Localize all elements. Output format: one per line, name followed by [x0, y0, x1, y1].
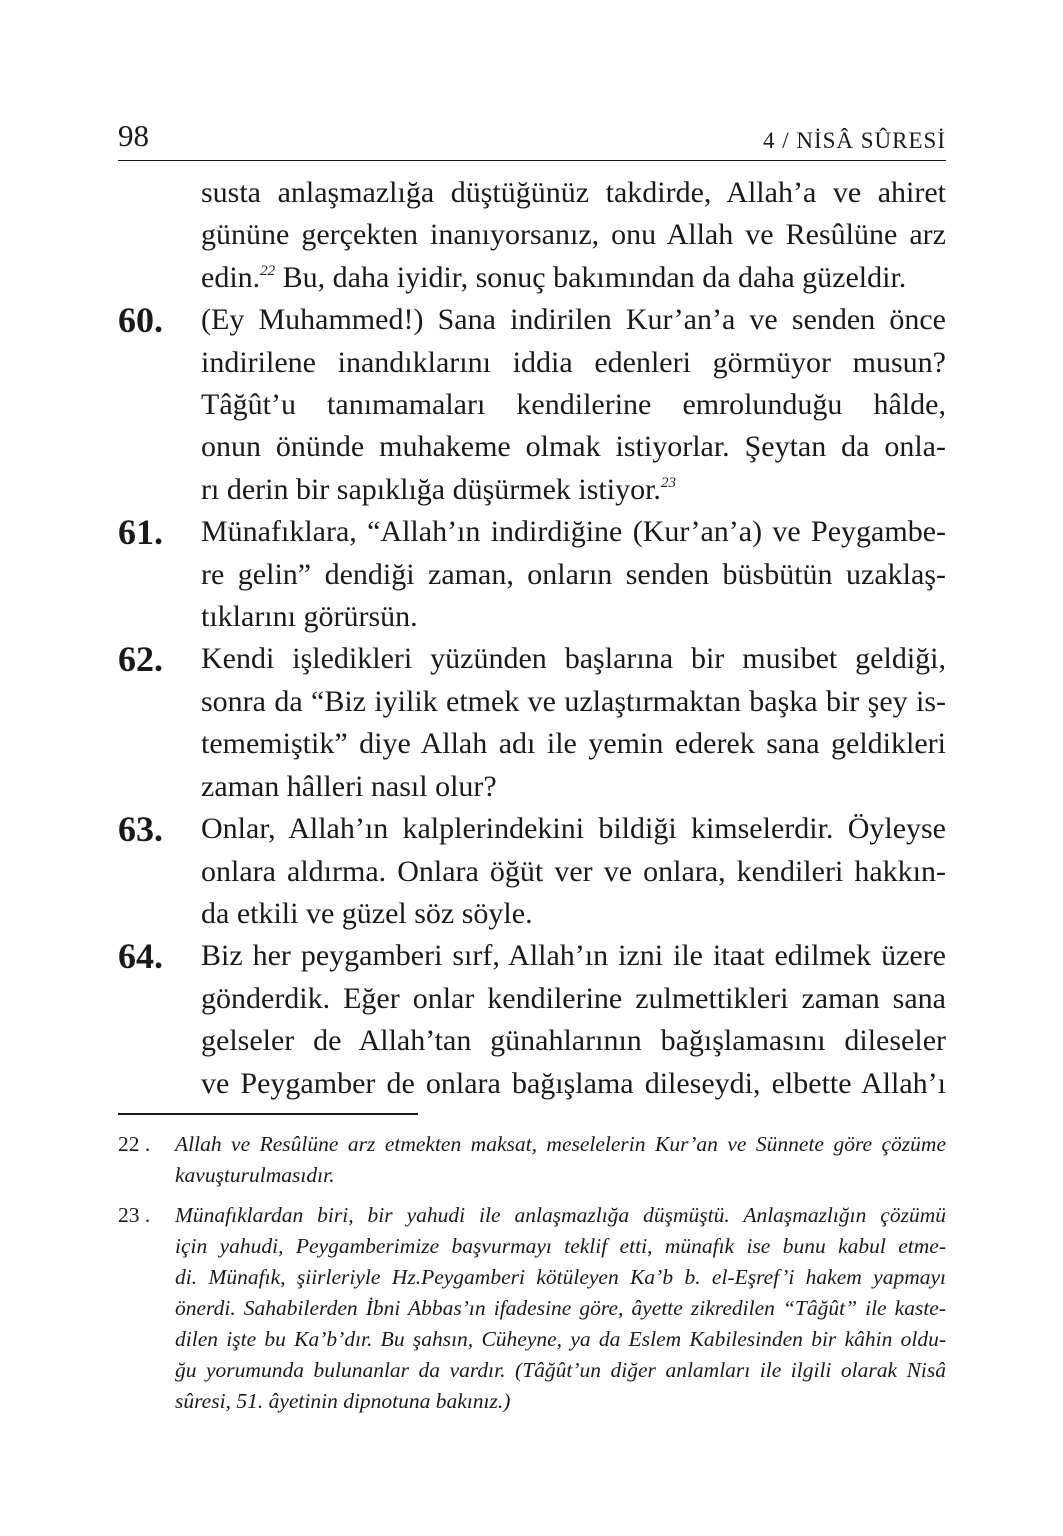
verse-number: 63.: [118, 809, 163, 850]
footnote-ref: 22: [260, 262, 276, 279]
text-line: Onlar, Allah’ın kalplerindekini bildiği kimselerdir. Öyleyse: [201, 812, 946, 846]
verse-61: [118, 511, 946, 638]
text-line: ve Peygamber de onlara bağışlama dileseydi, elbette Allah’ı: [201, 1066, 946, 1100]
page-header: [118, 116, 946, 161]
text-line: onun önünde muhakeme olmak istiyorlar. Şeytan da onla-: [201, 430, 946, 464]
text-line: sonra da “Biz iyilik etmek ve uzlaştırmaktan başka bir şey is-: [201, 684, 946, 718]
footnote-22: [118, 1129, 946, 1191]
text-line: Münafıklardan biri, bir yahudi ile anlaşmazlığa düşmüştü. Anlaşmazlığın çözümü: [175, 1203, 946, 1227]
text-line: gelseler de Allah’tan günahlarının bağışlamasını dileseler: [201, 1024, 946, 1058]
footnote-ref: 23: [660, 474, 676, 491]
intro-paragraph: [118, 172, 946, 299]
text-line: susta anlaşmazlığa düştüğünüz takdirde, Allah’a ve ahiret: [201, 176, 946, 209]
text-line: indirilene inandıklarını iddia edenleri görmüyor musun?: [201, 345, 946, 379]
text-line: tıklarını görürsün.: [201, 600, 418, 634]
footnote-number: 23 .: [118, 1203, 151, 1227]
verse-60: [118, 299, 946, 511]
footnotes: [118, 1129, 946, 1426]
page-number: 98: [118, 118, 149, 153]
text-line: Münafıklara, “Allah’ın indirdiğine (Kur’an’a) ve Peygambe-: [201, 515, 946, 549]
footnote-number: 22 .: [118, 1132, 151, 1156]
text-line: gününe gerçekten inanıyorsanız, onu Allah ve Resûlüne arz: [201, 218, 946, 252]
text-line: [201, 257, 946, 299]
verse-62: [118, 638, 946, 808]
text-line: tememiştik” diye Allah adı ile yemin ederek sana geldikleri: [201, 727, 946, 761]
main-text: [118, 172, 946, 1105]
text-fragment: Bu, daha iyidir, sonuç bakımından da daha güzeldir.: [275, 260, 907, 294]
verse-64: [118, 935, 946, 1105]
text-line: di. Münafık, şiirleriyle Hz.Peygamberi kötüleyen Ka’b b. el-Eşref’i hakem yapmayı: [175, 1265, 946, 1289]
text-line: Allah ve Resûlüne arz etmekten maksat, meselelerin Kur’an ve Sünnete göre çözüme: [175, 1132, 946, 1156]
verse-63: [118, 808, 946, 935]
text-line: gönderdik. Eğer onlar kendilerine zulmettikleri zaman sana: [201, 981, 946, 1015]
footnote-23: [118, 1200, 946, 1417]
text-line: onlara aldırma. Onlara öğüt ver ve onlara, kendileri hakkın-: [201, 854, 946, 888]
text-line: (Ey Muhammed!) Sana indirilen Kur’an’a ve senden önce: [201, 303, 946, 337]
text-line: dilen işte bu Ka’b’dır. Bu şahsın, Cüheyne, ya da Eslem Kabilesinden bir kâhin oldu-: [175, 1327, 946, 1351]
verse-number: 62.: [118, 639, 163, 680]
text-line: ğu yorumunda bulunanlar da vardır. (Tâğût’un diğer anlamları ile ilgili olarak Nisâ: [175, 1358, 946, 1382]
text-line: Biz her peygamberi sırf, Allah’ın izni ile itaat edilmek üzere: [201, 939, 946, 973]
running-title: 4 / NİSÂ SÛRESİ: [762, 128, 946, 153]
text-line: Kendi işledikleri yüzünden başlarına bir musibet geldiği,: [201, 642, 946, 676]
text-line: önerdi. Sahabilerden İbni Abbas’ın ifadesine göre, âyette zikredilen “Tâğût” ile kaste-: [175, 1296, 946, 1320]
text-line: da etkili ve güzel söz söyle.: [201, 896, 533, 930]
text-line: kavuşturulmasıdır.: [175, 1163, 335, 1187]
text-line: zaman hâlleri nasıl olur?: [201, 769, 497, 803]
verse-number: 60.: [118, 300, 163, 341]
text-fragment: rı derin bir sapıklığa düşürmek istiyor.: [201, 472, 661, 506]
verse-number: 61.: [118, 512, 163, 553]
text-line: için yahudi, Peygamberimize başvurmayı teklif etti, münafık ise bunu kabul etme-: [175, 1234, 946, 1258]
text-line: sûresi, 51. âyetinin dipnotuna bakınız.): [175, 1389, 511, 1413]
text-line: re gelin” dendiği zaman, onların senden büsbütün uzaklaş-: [201, 557, 946, 591]
verse-number: 64.: [118, 936, 163, 977]
text-line: Tâğût’u tanımamaları kendilerine emrolunduğu hâlde,: [201, 388, 946, 422]
text-fragment: edin.: [201, 260, 261, 294]
text-line: [201, 469, 946, 511]
footnote-divider: [118, 1113, 418, 1115]
